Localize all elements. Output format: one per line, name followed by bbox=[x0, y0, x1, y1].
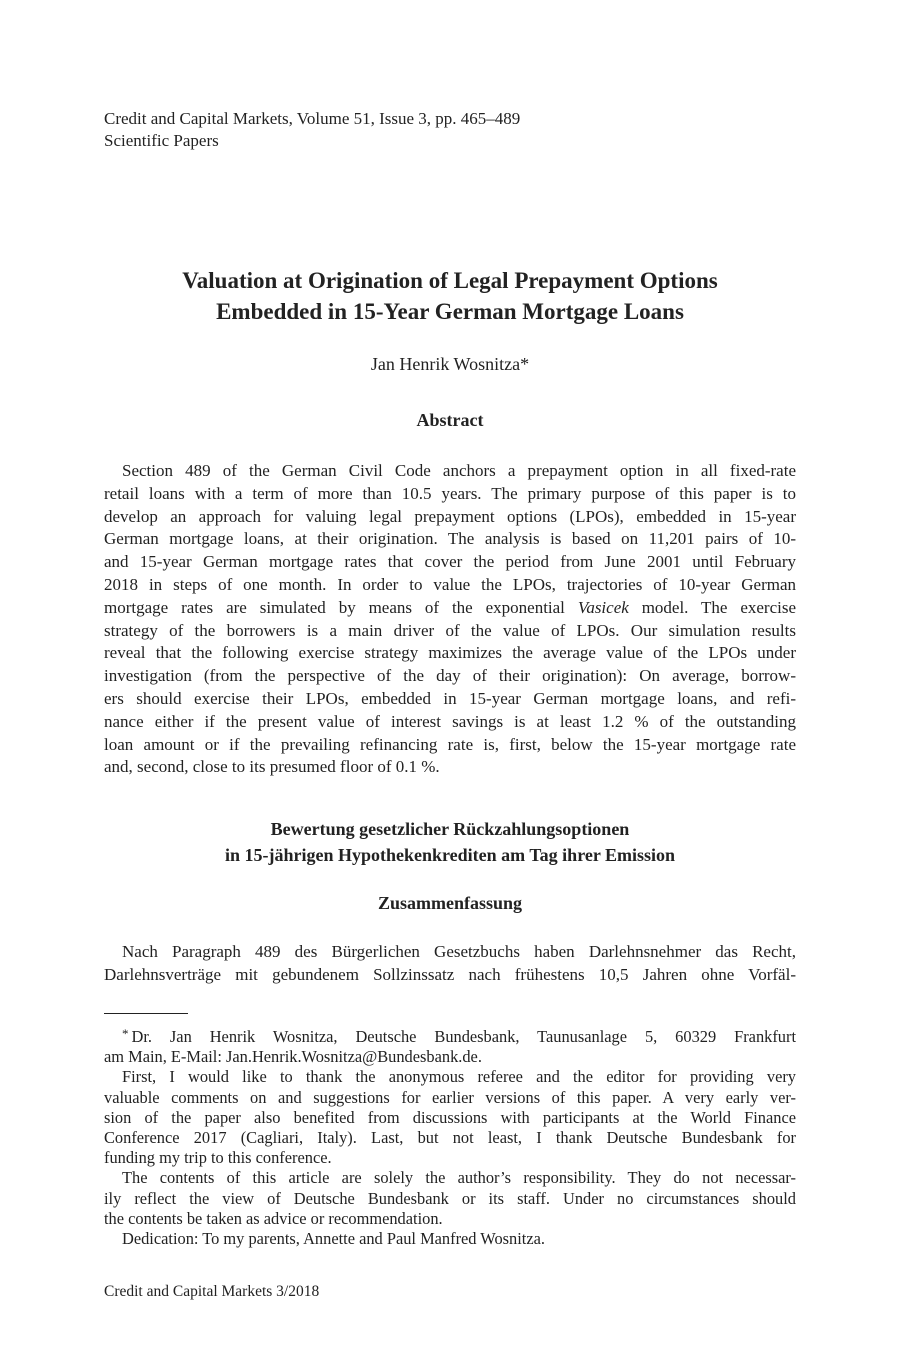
abstract-line: Section 489 of the German Civil Code anchors a prepayment option in all fixed-rate bbox=[122, 461, 796, 480]
abstract-line: retail loans with a term of more than 10.5 years. The primary purpose of this paper is to bbox=[104, 483, 796, 503]
footnote-line bbox=[104, 1024, 796, 1047]
abstract-line: loan amount or if the prevailing refinancing rate is, first, below the 15-year mortgage rate bbox=[104, 734, 796, 754]
footnote-divider bbox=[104, 1013, 188, 1014]
german-abstract-heading: Zusammenfassung bbox=[377, 893, 523, 913]
footnote-line: am Main, E-Mail: Jan.Henrik.Wosnitza@Bundesbank.de. bbox=[104, 1047, 482, 1067]
abstract-body bbox=[104, 460, 796, 779]
footnote-line: The contents of this article are solely the author’s responsibility. They do not necessar- bbox=[122, 1168, 796, 1188]
section-type: Scientific Papers bbox=[104, 131, 219, 150]
abstract-line: ers should exercise their LPOs, embedded in 15-year German mortgage loans, and refi- bbox=[104, 688, 796, 708]
footnote-affiliation bbox=[104, 1024, 796, 1067]
german-abstract-body bbox=[104, 940, 796, 986]
paper-title-line-1: Valuation at Origination of Legal Prepayment Options bbox=[182, 268, 718, 293]
footnote-disclaimer bbox=[104, 1168, 796, 1229]
german-title-line-1: Bewertung gesetzlicher Rückzahlungsoptionen bbox=[270, 819, 630, 839]
footnote-line: ily reflect the view of Deutsche Bundesbank or its staff. Under no circumstances should bbox=[104, 1188, 796, 1208]
abstract-line: German mortgage loans, at their origination. The analysis is based on 11,201 pairs of 10- bbox=[104, 529, 796, 549]
abstract-line-part: mortgage rates are simulated by means of the exponential bbox=[104, 597, 578, 617]
german-line: Darlehnsverträge mit gebundenem Sollzinssatz nach frühestens 10,5 Jahren ohne Vorfäl- bbox=[104, 965, 796, 984]
abstract-line: and, second, close to its presumed floor of 0.1 %. bbox=[104, 757, 440, 777]
abstract-line-part: model. The exercise bbox=[641, 597, 797, 617]
footnote-acknowledgements bbox=[104, 1067, 796, 1168]
abstract-line: reveal that the following exercise strategy maximizes the average value of the LPOs under bbox=[104, 643, 796, 663]
paper-title-line-2: Embedded in 15-Year German Mortgage Loans bbox=[216, 299, 684, 324]
footnote-marker: * bbox=[122, 1026, 129, 1041]
abstract-line: strategy of the borrowers is a main driver of the value of LPOs. Our simulation results bbox=[104, 620, 796, 640]
abstract-heading: Abstract bbox=[416, 410, 484, 430]
footnote-dedication bbox=[104, 1229, 796, 1249]
abstract-line: develop an approach for valuing legal prepayment options (LPOs), embedded in 15-year bbox=[104, 506, 796, 526]
abstract-line: and 15-year German mortgage rates that cover the period from June 2001 until February bbox=[104, 552, 796, 572]
footnote-line: First, I would like to thank the anonymous referee and the editor for providing very bbox=[122, 1067, 796, 1087]
footnote-affiliation-text: Dr. Jan Henrik Wosnitza, Deutsche Bundesbank, Taunusanlage 5, 60329 Frankfurt bbox=[131, 1027, 796, 1046]
vasicek-term: Vasicek bbox=[577, 597, 629, 617]
footnote-line: sion of the paper also benefited from discussions with participants at the World Finance bbox=[104, 1107, 796, 1127]
abstract-line: 2018 in steps of one month. In order to value the LPOs, trajectories of 10-year German bbox=[104, 574, 796, 594]
footnotes bbox=[104, 1024, 796, 1249]
author-name-text: Jan Henrik Wosnitza bbox=[370, 354, 521, 374]
author-name bbox=[104, 353, 796, 375]
footnote-line: valuable comments on and suggestions for earlier versions of this paper. A very early ver- bbox=[104, 1087, 796, 1107]
page-footer: Credit and Capital Markets 3/2018 bbox=[104, 1283, 320, 1300]
author-footnote-marker: * bbox=[520, 354, 530, 374]
footnote-line: the contents be taken as advice or recommendation. bbox=[104, 1208, 443, 1228]
journal-citation: Credit and Capital Markets, Volume 51, Issue 3, pp. 465–489 bbox=[104, 109, 521, 128]
abstract-line bbox=[104, 597, 796, 620]
abstract-line: investigation (from the perspective of the day of their origination): On average, borrow- bbox=[104, 666, 796, 686]
german-line: Nach Paragraph 489 des Bürgerlichen Gesetzbuchs haben Darlehnsnehmer das Recht, bbox=[122, 942, 796, 961]
footnote-line: funding my trip to this conference. bbox=[104, 1148, 332, 1168]
footnote-line: Conference 2017 (Cagliari, Italy). Last, but not least, I thank Deutsche Bundesbank for bbox=[104, 1128, 796, 1148]
footnote-line: Dedication: To my parents, Annette and Paul Manfred Wosnitza. bbox=[122, 1229, 545, 1249]
german-title-line-2: in 15-jährigen Hypothekenkrediten am Tag ihrer Emission bbox=[224, 845, 676, 865]
abstract-line: nance either if the present value of interest savings is at least 1.2 % of the outstanding bbox=[104, 711, 796, 731]
